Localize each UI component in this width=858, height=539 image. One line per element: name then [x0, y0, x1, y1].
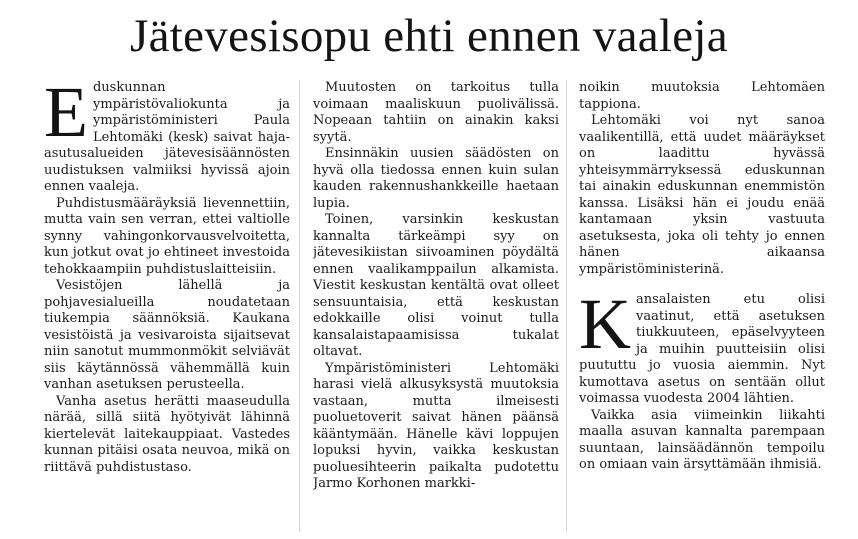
drop-cap: K — [579, 284, 631, 364]
column-divider — [566, 80, 567, 532]
body-paragraph: Lehtomäki voi nyt sanoa vaalikentillä, että uudet määräykset on laadittu hyvässä yhteisymmärryksessä eduskunnan tai ainakin eduskunnan enemmistön kanssa. Lisäksi hän ei joudu enää kantamaan yksin vastuuta asetuksesta, joka oli tehty jo ennen hänen aikaansa ympäristöministerinä. — [579, 113, 825, 277]
body-paragraph: noikin muutoksia Lehtomäen tappiona. — [579, 80, 825, 112]
article-headline: Jätevesisopu ehti ennen vaaleja — [130, 10, 728, 62]
body-paragraph: Vaikka asia viimeinkin liikahti maalla asuvan kannalta parempaan suuntaan, lainsäädännön tempoilu on omiaan vain ärsyttämään ihmisiä. — [579, 407, 825, 472]
article-column-3 — [579, 80, 825, 535]
body-paragraph: Muutosten on tarkoitus tulla voimaan maaliskuun puolivälissä. Nopeaan tahtiin on ainakin kaksi syytä. — [313, 80, 559, 145]
body-paragraph: Puhdistusmääräyksiä lievennettiin, mutta vain sen verran, ettei valtiolle synny vahingonkorvausvelvoitetta, kun jotkut ovat jo ehtineet investoida tehokkaampiin puhdistuslaitteisiin. — [44, 195, 290, 277]
body-paragraph: Toinen, varsinkin keskustan kannalta tärkeämpi syy on jätevesikiistan siivoaminen pöydältä ennen vaalikamppailun alkamista. Viestit keskustan kentältä ovat olleet sensuuntaisia, että keskustan edokkaille olisi voinut tulla kansalaistapaamisissa tukalat oltavat. — [313, 212, 559, 359]
section-lead-paragraph — [579, 284, 825, 408]
lead-paragraph — [44, 80, 290, 196]
section-lead-text: ansalaisten etu olisi vaatinut, että asetuksen tiukkuuteen, epäselvyyteen ja muihin puutteisiin olisi puututtu jo vuosia aiemmin. Nyt kumottava asetus on sentään ollut voimassa vuodesta 2004 lähtien. — [579, 292, 825, 406]
lead-text: duskunnan ympäristövaliokunta ja ympäristöministeri Paula Lehtomäki (kesk) saivat haja-asutusalueiden jätevesisäännösten uudistuksen valmiiksi hyvissä ajoin ennen vaaleja. — [44, 80, 290, 194]
article-column-2 — [313, 80, 559, 535]
body-paragraph: Ympäristöministeri Lehtomäki harasi vielä alkusyksystä muutoksia vastaan, mutta ilmeisesti puoluetoverit saivat hänen päänsä kääntymään. Hänelle kävi loppujen lopuksi hyvin, vaikka keskustan puoluesihteerin paikalta pudotettu Jarmo Korhonen markki- — [313, 360, 559, 491]
body-paragraph: Vanha asetus herätti maaseudulla närää, sillä siitä hyötyivät lähinnä kiertelevät laitekauppiaat. Vastedes kunnan pitäisi osata neuvoa, mikä on riittävä puhdistustaso. — [44, 393, 290, 475]
article-column-1 — [44, 80, 290, 535]
column-divider — [299, 80, 300, 532]
body-paragraph: Ensinnäkin uusien säädösten on hyvä olla tiedossa ennen kuin sulan kauden rakennushankkeille haetaan lupia. — [313, 146, 559, 211]
body-paragraph: Vesistöjen lähellä ja pohjavesialueilla noudatetaan tiukempia säännöksiä. Kaukana vesistöistä ja vesivaroista sijaitsevat niin sanotut mummonmökit selviävät siis käytännössä vähemmällä kuin vanhan asetuksen perusteella. — [44, 278, 290, 392]
drop-cap: E — [44, 80, 88, 152]
